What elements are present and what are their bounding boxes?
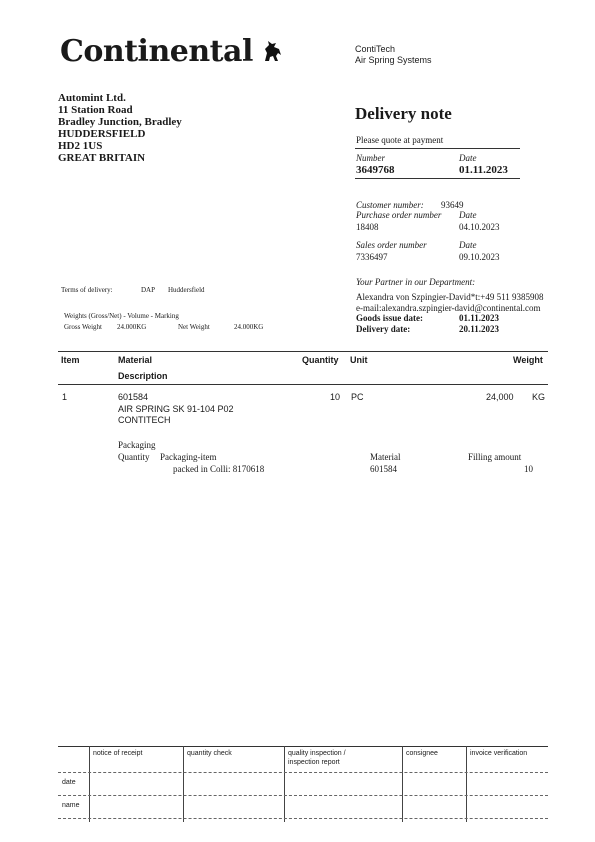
table-top-rule xyxy=(58,351,548,352)
table-header-rule xyxy=(58,384,548,385)
divider xyxy=(355,178,520,179)
recipient-line: 11 Station Road xyxy=(58,104,133,116)
row-weight: 24,000 xyxy=(486,392,514,402)
division-name: ContiTech xyxy=(355,44,396,54)
grid-divider xyxy=(284,746,285,822)
row-unit: PC xyxy=(351,392,364,402)
so-label: Sales order number xyxy=(356,240,427,250)
recipient-line: HD2 1US xyxy=(58,140,103,152)
gross-weight-label: Gross Weight xyxy=(64,323,103,331)
col-quantity-header: Quantity xyxy=(302,355,339,365)
recipient-line: HUDDERSFIELD xyxy=(58,128,146,140)
terms-place: Huddersfield xyxy=(168,286,205,294)
po-value: 18408 xyxy=(356,222,379,232)
page-title: Delivery note xyxy=(355,104,452,123)
receipt-col-inspection: inspection report xyxy=(288,759,340,766)
row-material: 601584 xyxy=(118,392,149,402)
number-value: 3649768 xyxy=(356,164,395,176)
row-quantity: 10 xyxy=(330,392,341,402)
po-date-label: Date xyxy=(459,210,477,220)
horse-icon xyxy=(261,39,285,63)
grid-rule xyxy=(58,772,548,773)
grid-divider xyxy=(89,746,90,822)
customer-number-label: Customer number: xyxy=(356,200,424,210)
packaging-packed-text: packed in Colli: 8170618 xyxy=(173,464,265,474)
packaging-material-value: 601584 xyxy=(370,464,397,474)
row-description-2: CONTITECH xyxy=(118,415,171,425)
packaging-filling-label: Filling amount xyxy=(468,452,522,462)
grid-divider xyxy=(466,746,467,822)
number-label: Number xyxy=(356,153,385,163)
packaging-title: Packaging xyxy=(118,440,156,450)
packaging-item-label: Packaging-item xyxy=(160,452,217,462)
receipt-col-notice: notice of receipt xyxy=(93,750,143,757)
col-weight-header: Weight xyxy=(513,355,543,365)
division-subname: Air Spring Systems xyxy=(355,55,432,65)
terms-label: Terms of delivery: xyxy=(61,286,113,294)
net-weight-label: Net Weight xyxy=(178,323,210,331)
delivery-date-label: Delivery date: xyxy=(356,324,411,334)
receipt-row-date: date xyxy=(62,779,76,786)
grid-rule xyxy=(58,818,548,819)
col-unit-header: Unit xyxy=(350,355,368,365)
receipt-col-quality: quality inspection / xyxy=(288,750,346,757)
quote-text: Please quote at payment xyxy=(356,135,444,145)
goods-issue-value: 01.11.2023 xyxy=(459,313,500,323)
weights-label: Weights (Gross/Net) - Volume - Marking xyxy=(64,312,179,320)
division-block xyxy=(355,44,432,66)
so-value: 7336497 xyxy=(356,252,388,262)
grid-rule xyxy=(58,795,548,796)
grid-rule xyxy=(58,746,548,747)
net-weight-value: 24.000KG xyxy=(234,323,264,331)
partner-email: e-mail:alexandra.szpingier-david@continental.com xyxy=(356,303,541,313)
recipient-line: GREAT BRITAIN xyxy=(58,152,146,164)
date-label: Date xyxy=(459,153,477,163)
receipt-row-name: name xyxy=(62,802,80,809)
so-date-label: Date xyxy=(459,240,477,250)
po-label: Purchase order number xyxy=(356,210,442,220)
receipt-col-quantity: quantity check xyxy=(187,750,232,757)
goods-issue-label: Goods issue date: xyxy=(356,313,424,323)
col-material-header: Material xyxy=(118,355,153,365)
receipt-col-invoice: invoice verification xyxy=(470,750,528,757)
partner-line: Alexandra von Szpingier-David*t:+49 511 9385908 xyxy=(356,292,544,302)
col-item-header: Item xyxy=(61,355,80,365)
date-value: 01.11.2023 xyxy=(459,164,508,176)
customer-number-value: 93649 xyxy=(441,200,464,210)
divider xyxy=(355,148,520,149)
terms-incoterm: DAP xyxy=(141,286,156,294)
packaging-material-label: Material xyxy=(370,452,401,462)
row-item: 1 xyxy=(62,392,68,402)
recipient-line: Automint Ltd. xyxy=(58,92,126,104)
continental-logo xyxy=(60,34,285,69)
grid-divider xyxy=(402,746,403,822)
col-description-header: Description xyxy=(118,371,168,381)
partner-label: Your Partner in our Department: xyxy=(356,277,476,287)
delivery-date-value: 20.11.2023 xyxy=(459,324,500,334)
grid-divider xyxy=(183,746,184,822)
so-date-value: 09.10.2023 xyxy=(459,252,500,262)
recipient-address xyxy=(58,92,182,164)
logo-text: Continental xyxy=(60,34,253,69)
row-description: AIR SPRING SK 91-104 P02 xyxy=(118,404,234,414)
row-weight-unit: KG xyxy=(532,392,546,402)
gross-weight-value: 24.000KG xyxy=(117,323,147,331)
packaging-filling-value: 10 xyxy=(524,464,533,474)
po-date-value: 04.10.2023 xyxy=(459,222,500,232)
receipt-col-consignee: consignee xyxy=(406,750,438,757)
recipient-line: Bradley Junction, Bradley xyxy=(58,116,182,128)
packaging-quantity-label: Quantity xyxy=(118,452,150,462)
